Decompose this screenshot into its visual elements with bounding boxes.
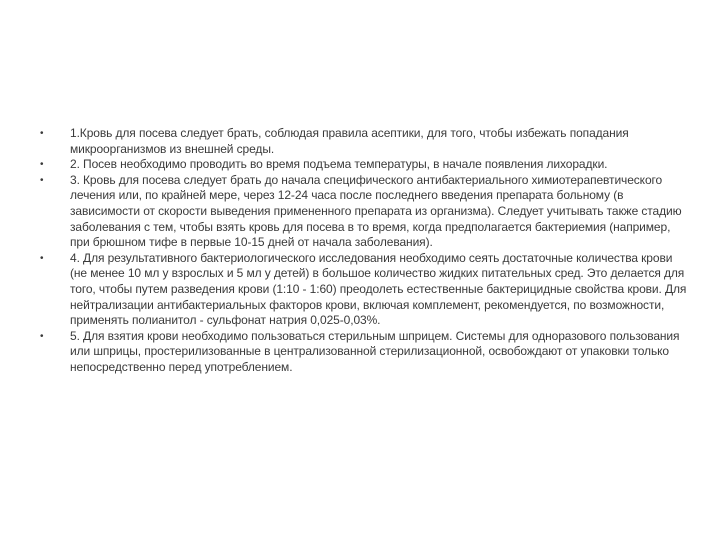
list-item [40, 251, 690, 329]
list-item [40, 157, 690, 173]
list-item-text: 1.Кровь для посева следует брать, соблюдая правила асептики, для того, чтобы избежать попадания микроорганизмов из внешней среды. [70, 126, 629, 156]
list-item-text: 5. Для взятия крови необходимо пользоваться стерильным шприцем. Системы для одноразового пользования или шприцы, простерилизованные в централизованной стерилизационной, освобождают от упаковки только непосредственно перед употреблением. [70, 328, 680, 374]
bullet-list [40, 126, 690, 376]
list-item [40, 126, 690, 157]
list-item-text: 3. Кровь для посева следует брать до начала специфического антибактериального химиотерапевтического лечения или, по крайней мере, через 12-24 часа после последнего введения препарата больному (в зависимости от скорости выведения примененного препарата из организма). Следует учитывать также стадию заболевания с тем, чтобы взять кровь для посева в то время, когда предполагается бактериемия (например, при брюшном тифе в первые 10-15 дней от начала заболевания). [70, 172, 682, 250]
list-item [40, 329, 690, 376]
bullet-icon: • [40, 128, 44, 139]
list-item [40, 173, 690, 251]
list-item-text: 4. Для результативного бактериологического исследования необходимо сеять достаточные количества крови (не менее 10 мл у взрослых и 5 мл у детей) в большое количество жидких питательных сред. Это делается для того, чтобы путем разведения крови (1:10 - 1:60) преодолеть естественные бактерицидные свойства крови. Для нейтрализации антибактериальных факторов крови, включая комплемент, рекомендуется, по возможности, применять полианитол - сульфонат натрия 0,025-0,03%. [70, 250, 687, 328]
bullet-icon: • [40, 330, 44, 342]
slide-body [40, 126, 690, 376]
bullet-icon: • [40, 159, 44, 171]
bullet-icon: • [40, 174, 44, 186]
list-item-text: 2. Посев необходимо проводить во время подъема температуры, в начале появления лихорадки. [70, 157, 608, 172]
bullet-icon: • [40, 252, 44, 264]
